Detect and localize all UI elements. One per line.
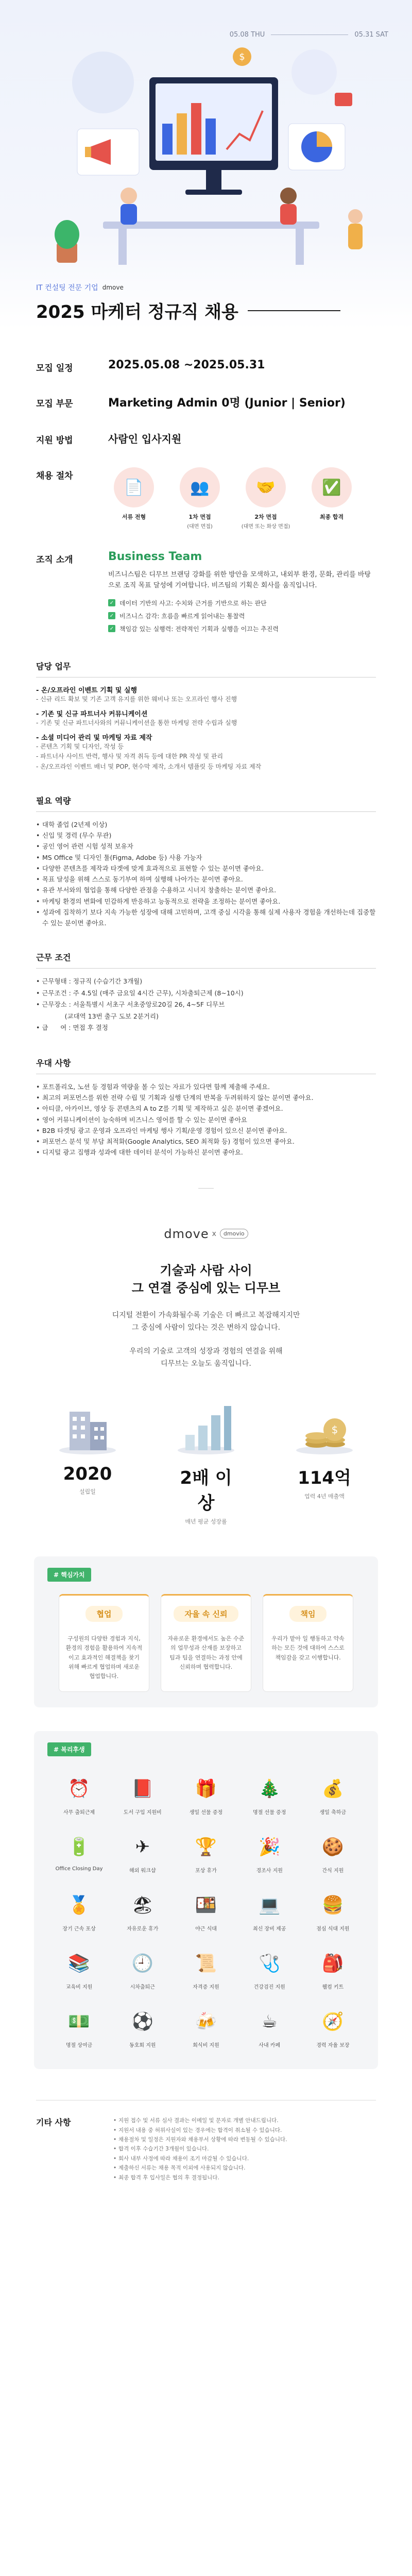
conditions-title: 근무 조건 [36, 951, 376, 969]
benefit-item [47, 2007, 111, 2048]
core-value-desc: 자유로운 환경에서도 높은 수준의 업무성과 산재를 보장하고 팀과 팀을 연결하는 과정 안에 신뢰하며 협력합니다. [167, 1635, 245, 1670]
benefit-item [301, 1948, 365, 1990]
benefit-label: 생일 선물 증정 [189, 1810, 223, 1816]
period-row [36, 359, 376, 374]
list-item: • 최고의 퍼포먼스를 위한 전략 수립 및 기획과 실행 단계의 반복을 두려워하지 않는 분이면 좋아요. [36, 1092, 376, 1103]
stat-item [54, 1399, 121, 1526]
step-sub: (대면 또는 화상 면접) [241, 524, 290, 530]
clock-icon: 🕘 [131, 1953, 153, 1974]
list-item: • 아티클, 아카이브, 영상 등 콘텐츠의 A to Z를 기획 및 제작하고 싶은 분이면 좋겠어요. [36, 1103, 376, 1114]
etc-item: • 회사 내부 사정에 따라 채용이 조기 마감될 수 있습니다. [113, 2154, 287, 2163]
growth-bars-icon [173, 1399, 239, 1455]
benefit-item [301, 2007, 365, 2048]
building-icon [54, 1399, 121, 1455]
logo-main: dmove [164, 1226, 209, 1241]
list-item: • 성과에 집착하기 보다 지속 가능한 성장에 대해 고민하며, 고객 중심 시각을 통해 실제 사용자 경험을 개선하는데 집중할 수 있는 분이면 좋아요. [36, 907, 376, 929]
org-check [108, 612, 376, 620]
duties-section [36, 660, 376, 772]
step-name: 서류 전형 [122, 514, 146, 520]
apply-row [36, 431, 376, 446]
process-step [306, 467, 357, 530]
para-line: 디지털 전환이 가속화될수록 기술은 더 빠르고 복잡해지지만 [112, 1311, 300, 1320]
benefit-label: 명절 선물 증정 [253, 1810, 286, 1816]
benefit-label: 명절 상여금 [65, 2043, 93, 2049]
company-line [36, 282, 124, 293]
benefit-item [174, 1890, 237, 1932]
benefit-label: 시차출퇴근 [130, 1985, 155, 1991]
benefit-item [47, 1948, 111, 1990]
org-desc: 비즈니스팀은 디무브 브랜딩 강화를 위한 방안을 모색하고, 내외부 환경, 문화, 관리를 바탕으로 조직 목표 달성에 기여합니다. 비즈팀의 기획은 회사를 움직입니다. [108, 571, 371, 590]
benefit-label: 장기 근속 포상 [62, 1926, 96, 1933]
stats [0, 1399, 412, 1526]
coins-icon [291, 1399, 358, 1455]
core-value-title: 자율 속 신뢰 [174, 1606, 239, 1622]
brand-headline [0, 1262, 412, 1298]
interview-icon: 👥 [180, 467, 220, 507]
list-item: • 디지털 광고 집행과 성과에 대한 데이터 분석이 가능하신 분이면 좋아요. [36, 1147, 376, 1158]
list-item: • B2B 타겟팅 광고 운영과 오프라인 마케팅 행사 기획/운영 경험이 있으신 분이면 좋아요. [36, 1125, 376, 1136]
medal-icon: 🏅 [68, 1895, 90, 1916]
benefit-label: 사내 카페 [259, 2043, 281, 2049]
stat-caption: 업력 4년 매출액 [304, 1493, 345, 1500]
trophy-icon: 🏆 [195, 1837, 217, 1858]
benefit-label: Office Closing Day [55, 1866, 103, 1872]
etc-section [36, 2100, 376, 2182]
benefit-label: 교육비 지원 [65, 1985, 93, 1991]
benefit-label: 회식비 지원 [193, 2043, 219, 2049]
condition-item: (교대역 13번 출구 도보 2분거리) [36, 1012, 159, 1020]
benefit-item [238, 1832, 301, 1874]
brand-para [0, 1310, 412, 1334]
brand-logo [164, 1227, 248, 1241]
benefit-label: 건강검진 지원 [253, 1985, 285, 1991]
process-step [174, 467, 226, 530]
period-label: 모집 일정 [36, 363, 73, 374]
org-check [108, 624, 376, 633]
title-underline [248, 310, 340, 311]
preferred-title: 우대 사항 [36, 1057, 376, 1074]
org-body [108, 550, 376, 637]
benefit-item [111, 1890, 174, 1932]
books-icon: 📚 [68, 1953, 90, 1974]
org-check [108, 599, 376, 607]
company-prefix: IT 컨설팅 전문 기업 [36, 284, 98, 292]
stethoscope-icon: 🩺 [259, 1953, 281, 1974]
dept-row [36, 394, 376, 410]
duty-line: - 파트너사 사이트 반력, 행사 및 자격 취득 등에 대한 PR 작성 및 관리 [36, 753, 224, 760]
apply-label: 지원 방법 [36, 435, 73, 446]
condition-item: • 근무형태 : 정규직 (수습기간 3개월) [36, 977, 143, 986]
process-row [36, 466, 376, 530]
benefit-label: 해외 워크샵 [129, 1868, 156, 1874]
tree-icon: 🎄 [259, 1778, 281, 1800]
condition-item: • 급 여 : 면접 후 결정 [36, 1024, 108, 1032]
list-item: • 공인 영어 관련 시험 성적 보유자 [36, 841, 376, 852]
duties-title: 담당 업무 [36, 660, 376, 677]
etc-item: • 채용절차 및 일정은 지원자와 채용부서 상황에 따라 변동될 수 있습니다. [113, 2135, 287, 2144]
date-start: 05.08 THU [229, 31, 265, 39]
money-bag-icon: 💰 [322, 1778, 344, 1800]
stat-caption: 매년 평균 성장률 [185, 1518, 227, 1526]
conditions-section [36, 951, 376, 1034]
list-item: • 목표 달성을 위해 스스로 동기부여 하며 실행해 나아가는 분이면 좋아요. [36, 874, 376, 885]
para-line: 그 중심에 사람이 있다는 것은 변하지 않습니다. [131, 1323, 281, 1332]
process-steps [108, 467, 357, 530]
duty-line: - 기존 및 신규 파트너사와의 커뮤니케이션을 통한 마케팅 전략 수립과 실행 [36, 719, 237, 727]
benefit-label: 점심 식대 지원 [316, 1926, 350, 1933]
brand-section [0, 1189, 412, 1526]
para-line: 디무브는 오늘도 움직입니다. [161, 1359, 251, 1368]
etc-item: • 합격 이후 수습기간 3개월이 있습니다. [113, 2144, 287, 2154]
stat-number: 2배 이상 [180, 1468, 232, 1514]
job-info [0, 330, 412, 1158]
benefit-label: 생일 축하금 [319, 1810, 347, 1816]
benefit-label: 경력 자율 보장 [316, 2043, 350, 2049]
benefit-label: 사무 출퇴근제 [63, 1810, 95, 1816]
benefit-label: 도서 구입 지원비 [123, 1810, 162, 1816]
benefit-item [47, 1832, 111, 1874]
etc-item: • 지원 접수 및 서류 심사 결과는 이메일 및 문자로 개별 안내드립니다. [113, 2116, 287, 2125]
core-value-card [263, 1594, 353, 1692]
condition-item: • 근무장소 : 서울특별시 서초구 서초중앙로20길 26, 4~5F 디무브 [36, 1001, 225, 1009]
stat-number: 2020 [63, 1464, 112, 1485]
page-title [36, 298, 340, 323]
duty-head: - 소셜 미디어 관리 및 마케팅 자료 제작 [36, 734, 152, 742]
benefit-item [301, 1832, 365, 1874]
laptop-icon: 💻 [259, 1895, 281, 1916]
benefit-label: 포상 휴가 [195, 1868, 217, 1874]
benefit-item [111, 1948, 174, 1990]
lunchbox-icon: 🍱 [195, 1895, 217, 1916]
etc-label: 기타 사항 [36, 2117, 71, 2128]
benefit-label: 야근 식대 [195, 1926, 217, 1933]
page-title-text: 2025 마케터 정규직 채용 [36, 302, 238, 323]
list-item: • 퍼포먼스 분석 및 부담 최적화(Google Analytics, SEO 최적화 등) 경험이 있으면 좋아요. [36, 1136, 376, 1147]
step-name: 1차 면접 [188, 514, 211, 520]
core-value-desc: 구성원의 다양한 경험과 지식, 환경의 경험을 활용하여 지속적이고 효과적인 해결책을 찾기 위해 빠르게 협업하며 새로운 협업합니다. [65, 1635, 143, 1680]
list-item: • 다양한 콘텐츠를 제작과 타겟에 맞게 효과적으로 표현할 수 있는 분이면 좋아요. [36, 863, 376, 874]
certificate-icon: 📜 [195, 1953, 217, 1974]
benefit-item [174, 2007, 237, 2048]
stat-item [291, 1399, 358, 1526]
ball-icon: ⚽ [131, 2011, 153, 2032]
para-line: 우리의 기술로 고객의 성장과 경험의 연결을 위해 [129, 1347, 283, 1355]
benefit-item [301, 1890, 365, 1932]
headline-line: 그 연결 중심에 있는 디무브 [131, 1281, 281, 1296]
coffee-icon: ☕ [261, 2011, 278, 2032]
process-step [240, 467, 291, 530]
duty-head: - 온/오프라인 이벤트 기획 및 실행 [36, 686, 138, 694]
handshake-icon: 🤝 [246, 467, 286, 507]
list-item: • 신입 및 경력 (무수 무관) [36, 830, 376, 841]
date-end: 05.31 SAT [354, 31, 388, 39]
party-icon: 🎉 [259, 1837, 281, 1858]
benefit-item [111, 1774, 174, 1816]
condition-item: • 근무조건 : 주 4.5일 (매주 금요일 4시간 근무), 시차출퇴근제 (8~10시) [36, 989, 244, 997]
process-step [108, 467, 160, 530]
benefit-item [174, 1948, 237, 1990]
core-value-desc: 우리가 맡아 일 행동하고 약속하는 모든 것에 대하여 스스로 책임감을 갖고 이행합니다. [271, 1635, 345, 1661]
process-label: 채용 절차 [36, 471, 73, 481]
benefit-item [238, 1948, 301, 1990]
stat-number: 114억 [298, 1468, 351, 1489]
benefit-label: 최신 장비 제공 [253, 1926, 286, 1933]
svg-text:$: $ [331, 1423, 338, 1436]
list-item: • 포트폴리오, 노션 등 경험과 역량을 볼 수 있는 자료가 있다면 함께 제출해 주세요. [36, 1081, 376, 1092]
etc-item: • 제출하신 서류는 채용 목적 이외에 사용되지 않습니다. [113, 2163, 287, 2173]
check-text: 데이터 기반의 사고: 수치와 근거를 기반으로 하는 판단 [119, 599, 267, 607]
duty-line: - 콘텐츠 기획 및 디자인, 작성 등 [36, 743, 124, 751]
core-values-panel [34, 1556, 378, 1707]
benefit-label: 자격증 지원 [193, 1985, 219, 1991]
benefit-item [47, 1774, 111, 1816]
check-icon: ✅ [312, 467, 352, 507]
gift-icon: 🎁 [195, 1778, 217, 1800]
marketing-illustration [0, 0, 412, 330]
etc-item: • 최종 합격 후 입사일은 협의 후 결정됩니다. [113, 2173, 287, 2182]
duty-line: - 신규 리드 확보 및 기존 고객 유지를 위한 웨비나 또는 오프라인 행사 진행 [36, 695, 237, 703]
org-team: Business Team [108, 550, 202, 563]
org-row [36, 550, 376, 637]
etc-list [113, 2116, 287, 2182]
kit-icon: 🎒 [322, 1953, 344, 1974]
benefits-panel [34, 1731, 378, 2069]
benefits-tag: # 복리후생 [47, 1742, 91, 1756]
checkbox-icon: ✓ [108, 612, 115, 619]
org-label: 조직 소개 [36, 555, 73, 565]
duty-head: - 기존 및 신규 파트너사 커뮤니케이션 [36, 710, 148, 719]
core-value-title: 책임 [289, 1606, 327, 1622]
benefit-label: 경조사 지원 [256, 1868, 283, 1874]
snack-icon: 🍪 [322, 1837, 344, 1858]
preferred-section [36, 1057, 376, 1158]
burger-icon: 🍔 [322, 1895, 344, 1916]
logo-x: x [212, 1229, 217, 1238]
requirements-title: 필요 역량 [36, 794, 376, 812]
core-values-tag: # 핵심가치 [47, 1568, 91, 1582]
duty-line: - 온/오프라인 이벤트 배너 및 POP, 현수막 제작, 소개서 템플릿 등 마케팅 자료 제작 [36, 762, 262, 770]
beach-icon: 🏖 [131, 1895, 154, 1916]
benefit-label: 자유로운 휴가 [127, 1926, 159, 1933]
beer-icon: 🍻 [195, 2011, 217, 2032]
core-value-card [161, 1594, 251, 1692]
stat-caption: 설립일 [79, 1488, 96, 1496]
benefits-grid [47, 1774, 365, 2048]
headline-line: 기술과 사람 사이 [160, 1263, 252, 1278]
stat-item [173, 1399, 239, 1526]
core-value-card [59, 1594, 149, 1692]
period-value: 2025.05.08 ~2025.05.31 [108, 359, 265, 371]
check-text: 책임감 있는 실행력: 전략적인 기획과 실행을 이끄는 추진력 [119, 625, 279, 633]
benefit-item [174, 1832, 237, 1874]
cash-icon: 💵 [68, 2011, 90, 2032]
list-item: • 대학 졸업 (2년제 이상) [36, 819, 376, 830]
check-text: 비즈니스 감각: 흐름을 빠르게 읽어내는 통찰력 [119, 612, 245, 620]
benefit-item [47, 1890, 111, 1932]
book-icon: 📕 [131, 1778, 153, 1800]
hero-section [0, 0, 412, 330]
step-name: 2차 면접 [254, 514, 277, 520]
alarm-clock-icon: ⏰ [68, 1778, 90, 1800]
benefit-item [238, 1890, 301, 1932]
benefit-item [111, 2007, 174, 2048]
benefit-item [301, 1774, 365, 1816]
benefit-item [238, 1774, 301, 1816]
step-sub: (대면 면접) [187, 524, 213, 530]
dept-value: Marketing Admin 0명 (Junior | Senior) [108, 397, 346, 410]
company-logo: dmove [102, 284, 124, 291]
list-item: • 유관 부서와의 협업을 통해 다양한 관점을 수용하고 시너지 창출하는 분이면 좋아요. [36, 885, 376, 895]
checkbox-icon: ✓ [108, 599, 115, 606]
core-values-list [47, 1594, 365, 1692]
svg-text:$: $ [239, 52, 245, 62]
benefit-item [174, 1774, 237, 1816]
airplane-icon: ✈ [135, 1837, 150, 1858]
page-bottom-spacer [0, 2182, 412, 2198]
benefit-item [111, 1832, 174, 1874]
benefit-item [238, 2007, 301, 2048]
logo-sub: dmovio [220, 1229, 248, 1239]
etc-item: • 지원서 내용 중 허위사실이 있는 경우에는 합격이 취소될 수 있습니다. [113, 2126, 287, 2135]
dept-label: 모집 부문 [36, 399, 73, 409]
list-item: • MS Office 및 디자인 툴(Figma, Adobe 등) 사용 가능자 [36, 852, 376, 863]
core-value-title: 협업 [85, 1606, 123, 1622]
requirements-section [36, 794, 376, 929]
list-item: • 영어 커뮤니케이션이 능숙하며 비즈니스 영어를 할 수 있는 분이면 좋아요 [36, 1114, 376, 1125]
brand-para [0, 1346, 412, 1370]
benefit-label: 간식 지원 [322, 1868, 344, 1874]
step-name: 최종 합격 [319, 514, 344, 520]
document-icon: 📄 [114, 467, 154, 507]
checkbox-icon: ✓ [108, 625, 115, 632]
apply-value: 사람인 입사지원 [108, 433, 182, 445]
battery-icon: 🔋 [68, 1837, 90, 1858]
benefit-label: 웰컴 키트 [322, 1985, 344, 1991]
list-item: • 마케팅 환경의 변화에 민감하게 반응하고 능동적으로 전략을 조정하는 분이면 좋아요. [36, 896, 376, 907]
benefit-label: 동호회 지원 [129, 2043, 156, 2049]
compass-icon: 🧭 [322, 2011, 344, 2032]
